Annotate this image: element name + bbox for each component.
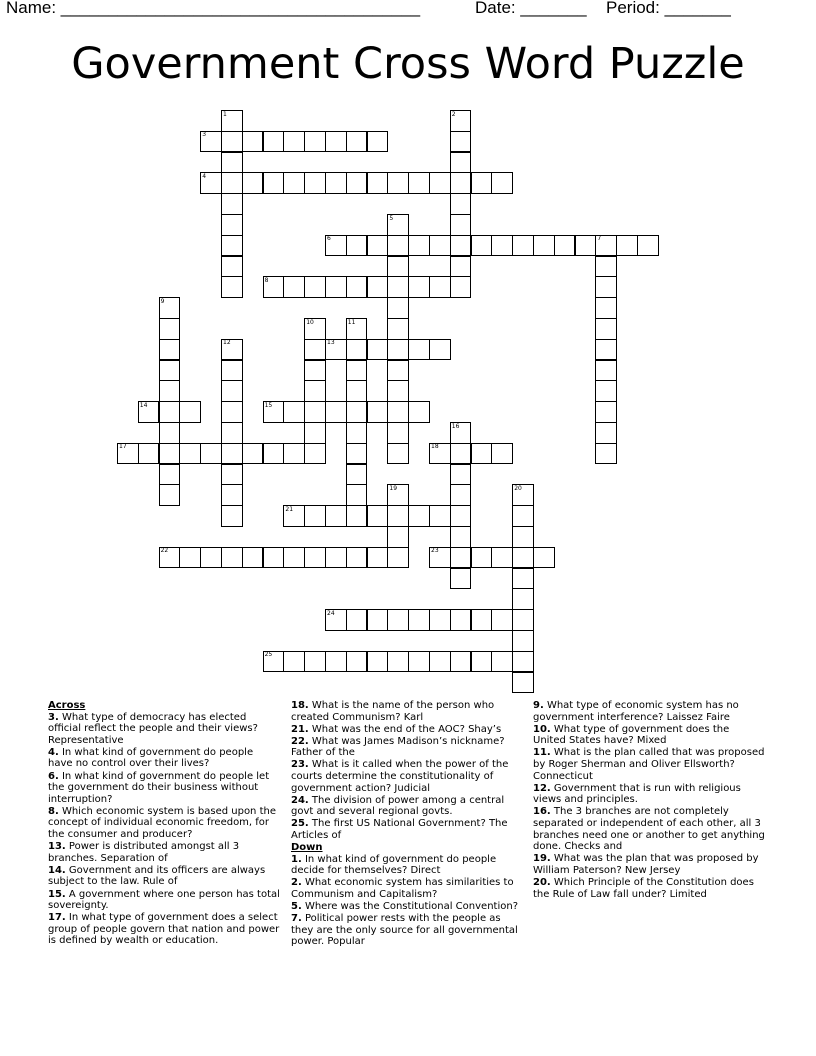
crossword-cell[interactable] [595, 401, 617, 423]
clue-number-label: 21 [285, 505, 294, 513]
clue-number-label: 16 [451, 422, 460, 430]
clue-text: The division of power among a central govt and several regional govts. [291, 794, 505, 818]
crossword-cell[interactable] [325, 131, 347, 153]
crossword-cell[interactable] [450, 464, 472, 486]
clue-column-3 [533, 700, 765, 901]
crossword-cell[interactable] [595, 256, 617, 278]
clue-item [291, 818, 523, 841]
clue-item [48, 889, 280, 912]
crossword-cell[interactable] [408, 651, 430, 673]
clue-text: What type of democracy has elected official reflect the people and their views? Representative [48, 711, 258, 746]
clue-item [48, 912, 280, 947]
clue-number-label: 10 [306, 318, 314, 326]
clue-item [291, 913, 523, 948]
clue-text: In what kind of government do people let the government do their business without interruption? [48, 770, 270, 805]
crossword-cell[interactable] [221, 172, 243, 194]
crossword-cell[interactable] [346, 172, 368, 194]
crossword-cell[interactable] [429, 651, 451, 673]
crossword-cell[interactable] [387, 235, 409, 257]
clue-item [48, 865, 280, 888]
crossword-cell[interactable] [450, 505, 472, 527]
crossword-cell[interactable] [387, 318, 409, 340]
clue-number: 6. [48, 770, 59, 782]
clue-item [291, 854, 523, 877]
clue-text: What was the end of the AOC? Shay’s [311, 723, 502, 735]
crossword-cell[interactable] [283, 547, 305, 569]
crossword-cell[interactable] [471, 172, 493, 194]
clue-number-label: 5 [389, 214, 394, 222]
clue-number-label: 9 [160, 297, 165, 305]
clue-text: Political power rests with the people as they are the only source for all governmental power. Popular [291, 913, 518, 948]
crossword-cell[interactable] [221, 443, 243, 465]
clue-number: 20. [533, 876, 551, 888]
clue-number: 25. [291, 818, 309, 830]
clue-text: What economic system has similarities to Communism and Capitalism? [291, 877, 514, 900]
clue-number-label: 12 [223, 339, 231, 347]
crossword-cell[interactable] [491, 172, 513, 194]
crossword-cell[interactable] [346, 401, 368, 423]
clue-number: 15. [48, 888, 66, 900]
date-field[interactable]: Date: _______ [475, 0, 587, 17]
crossword-cell[interactable] [346, 339, 368, 361]
crossword-cell[interactable] [408, 339, 430, 361]
crossword-cell[interactable] [263, 547, 285, 569]
crossword-cell[interactable] [179, 401, 201, 423]
crossword-cell[interactable] [304, 360, 326, 382]
clue-item [48, 712, 280, 747]
crossword-cell[interactable] [387, 526, 409, 548]
clue-text: What is the plan called that was proposed by Roger Sherman and Oliver Ellsworth? Connecticut [533, 747, 765, 782]
clue-number-label: 24 [327, 609, 335, 617]
clue-number: 16. [533, 806, 551, 818]
crossword-cell[interactable] [387, 505, 409, 527]
crossword-cell[interactable] [346, 464, 368, 486]
clue-item [48, 747, 280, 770]
across-heading: Across [48, 700, 86, 711]
clue-number-label: 3 [202, 131, 207, 139]
crossword-cell[interactable] [304, 505, 326, 527]
clue-number-label: 6 [327, 235, 331, 243]
crossword-cell[interactable] [512, 235, 534, 257]
clue-text: Government and its officers are always subject to the law. Rule of [48, 864, 266, 888]
crossword-cell[interactable] [346, 505, 368, 527]
crossword-cell[interactable] [138, 443, 160, 465]
crossword-cell[interactable] [221, 193, 243, 215]
crossword-cell[interactable] [491, 651, 513, 673]
crossword-cell[interactable] [159, 464, 181, 486]
crossword-cell[interactable] [471, 547, 493, 569]
crossword-cell[interactable] [387, 443, 409, 465]
clue-number: 12. [533, 782, 551, 794]
crossword-cell[interactable] [221, 484, 243, 506]
crossword-cell[interactable] [595, 339, 617, 361]
clue-number: 10. [533, 723, 551, 735]
down-clue-list-continued [533, 700, 765, 900]
crossword-cell[interactable] [221, 380, 243, 402]
crossword-cell[interactable] [200, 547, 222, 569]
crossword-cell[interactable] [387, 360, 409, 382]
clue-item [533, 783, 765, 806]
crossword-cell[interactable] [450, 172, 472, 194]
crossword-cell[interactable] [450, 235, 472, 257]
clue-item [48, 806, 280, 841]
crossword-cell[interactable] [346, 651, 368, 673]
clue-item [533, 877, 765, 900]
clue-text: In what kind of government do people have no control over their lives? [48, 746, 254, 770]
clue-number: 7. [291, 913, 302, 925]
crossword-cell[interactable] [450, 152, 472, 174]
crossword-cell[interactable] [283, 401, 305, 423]
crossword-cell[interactable] [367, 505, 389, 527]
crossword-cell[interactable] [346, 380, 368, 402]
clue-number-label: 11 [347, 318, 356, 326]
clue-number-label: 17 [119, 443, 127, 451]
crossword-cell[interactable] [367, 131, 389, 153]
crossword-cell[interactable] [429, 609, 451, 631]
crossword-cell[interactable] [304, 131, 326, 153]
crossword-cell[interactable] [387, 401, 409, 423]
crossword-cell[interactable] [408, 172, 430, 194]
crossword-cell[interactable] [159, 422, 181, 444]
crossword-cell[interactable] [512, 609, 534, 631]
crossword-cell[interactable] [283, 443, 305, 465]
clue-number: 13. [48, 841, 66, 853]
crossword-cell[interactable] [450, 484, 472, 506]
clue-item [291, 700, 523, 723]
clue-item [291, 724, 523, 736]
crossword-cell[interactable] [491, 547, 513, 569]
crossword-cell[interactable] [450, 193, 472, 215]
crossword-cell[interactable] [367, 172, 389, 194]
crossword-cell[interactable] [387, 609, 409, 631]
clue-number-label: 18 [431, 443, 439, 451]
clue-number: 21. [291, 723, 309, 735]
crossword-cell[interactable] [221, 547, 243, 569]
clue-number-label: 13 [327, 339, 335, 347]
crossword-cell[interactable] [450, 609, 472, 631]
clue-item [48, 771, 280, 806]
clue-number: 24. [291, 794, 309, 806]
crossword-cell[interactable] [304, 443, 326, 465]
crossword-cell[interactable] [346, 360, 368, 382]
crossword-cell[interactable] [408, 609, 430, 631]
crossword-cell[interactable] [450, 547, 472, 569]
crossword-cell[interactable] [367, 276, 389, 298]
crossword-cell[interactable] [304, 276, 326, 298]
across-clue-list-continued [291, 700, 523, 842]
crossword-cell[interactable] [221, 152, 243, 174]
crossword-cell[interactable] [533, 547, 555, 569]
student-info-header [0, 0, 816, 22]
clue-number-label: 4 [202, 172, 207, 180]
crossword-cell[interactable] [450, 256, 472, 278]
clue-number: 8. [48, 805, 59, 817]
crossword-cell[interactable] [408, 505, 430, 527]
crossword-cell[interactable] [491, 443, 513, 465]
crossword-cell[interactable] [346, 422, 368, 444]
crossword-cell[interactable] [512, 651, 534, 673]
crossword-cell[interactable] [242, 547, 264, 569]
clue-text: Which economic system is based upon the concept of individual economic freedom, for the consumer and producer? [48, 805, 276, 841]
crossword-cell[interactable] [367, 339, 389, 361]
clue-text: Government that is run with religious views and principles. [533, 782, 741, 806]
crossword-cell[interactable] [595, 360, 617, 382]
across-clue-list [48, 712, 280, 947]
crossword-cell[interactable] [159, 339, 181, 361]
clue-number: 18. [291, 700, 309, 711]
crossword-cell[interactable] [325, 651, 347, 673]
clue-item [533, 853, 765, 876]
crossword-cell[interactable] [429, 339, 451, 361]
clue-item [533, 747, 765, 782]
clue-number: 4. [48, 746, 59, 758]
clue-text: The 3 branches are not completely separated or independent of each other, all 3 branches need one or another to get anything done. Checks and [533, 806, 765, 853]
crossword-cell[interactable] [346, 443, 368, 465]
clue-item [533, 806, 765, 852]
crossword-cell[interactable] [471, 651, 493, 673]
crossword-cell[interactable] [387, 339, 409, 361]
crossword-cell[interactable] [325, 276, 347, 298]
crossword-cell[interactable] [429, 505, 451, 527]
clue-item [291, 736, 523, 759]
crossword-cell[interactable] [595, 318, 617, 340]
crossword-cell[interactable] [221, 235, 243, 257]
crossword-cell[interactable] [471, 443, 493, 465]
crossword-cell[interactable] [367, 651, 389, 673]
crossword-cell[interactable] [512, 568, 534, 590]
crossword-cell[interactable] [512, 630, 534, 652]
crossword-cell[interactable] [159, 380, 181, 402]
crossword-cell[interactable] [450, 131, 472, 153]
clue-text: In what kind of government do people decide for themselves? Direct [291, 853, 497, 877]
clue-item [291, 877, 523, 900]
clue-number: 2. [291, 877, 302, 889]
clue-number: 3. [48, 711, 59, 723]
crossword-cell[interactable] [221, 401, 243, 423]
down-clue-list [291, 854, 523, 948]
clue-number-label: 14 [139, 401, 148, 409]
clue-number: 5. [291, 901, 302, 913]
crossword-cell[interactable] [450, 651, 472, 673]
clue-number: 19. [533, 853, 551, 865]
crossword-cell[interactable] [450, 526, 472, 548]
crossword-cell[interactable] [242, 172, 264, 194]
clue-text: What was the plan that was proposed by William Paterson? New Jersey [533, 853, 759, 876]
crossword-cell[interactable] [242, 443, 264, 465]
crossword-cell[interactable] [159, 360, 181, 382]
clue-text: In what type of government does a select group of people govern that nation and power is defined by wealth or education. [48, 912, 280, 947]
clue-item [291, 795, 523, 818]
clue-number: 23. [291, 759, 309, 771]
crossword-cell[interactable] [387, 547, 409, 569]
crossword-cell[interactable] [283, 276, 305, 298]
crossword-cell[interactable] [346, 484, 368, 506]
clue-number-label: 2 [451, 110, 456, 118]
crossword-cell[interactable] [200, 443, 222, 465]
crossword-cell[interactable] [450, 443, 472, 465]
clue-text: Where was the Constitutional Convention? [304, 901, 518, 913]
clue-column-1 [48, 700, 280, 947]
crossword-cell[interactable] [346, 547, 368, 569]
crossword-cell[interactable] [283, 172, 305, 194]
clue-number-label: 20 [514, 484, 522, 492]
crossword-cell[interactable] [367, 401, 389, 423]
clue-column-2 [291, 700, 523, 948]
crossword-cell[interactable] [221, 256, 243, 278]
crossword-cell[interactable] [325, 547, 347, 569]
crossword-cell[interactable] [408, 235, 430, 257]
crossword-cell[interactable] [221, 505, 243, 527]
crossword-cell[interactable] [491, 609, 513, 631]
crossword-cell[interactable] [595, 380, 617, 402]
crossword-cell[interactable] [159, 401, 181, 423]
clue-number-label: 1 [223, 110, 227, 118]
clue-text: A government where one person has total sovereignty. [48, 888, 280, 912]
clue-number: 17. [48, 912, 66, 924]
crossword-cell[interactable] [512, 526, 534, 548]
crossword-cell[interactable] [367, 609, 389, 631]
crossword-cell[interactable] [283, 131, 305, 153]
crossword-cell[interactable] [575, 235, 597, 257]
crossword-cell[interactable] [367, 235, 389, 257]
clue-number: 9. [533, 700, 544, 711]
clue-number-label: 23 [431, 547, 439, 555]
crossword-cell[interactable] [179, 547, 201, 569]
crossword-cell[interactable] [263, 131, 285, 153]
crossword-cell[interactable] [346, 276, 368, 298]
crossword-cell[interactable] [595, 443, 617, 465]
down-heading: Down [291, 842, 323, 854]
crossword-cell[interactable] [304, 422, 326, 444]
crossword-cell[interactable] [283, 651, 305, 673]
crossword-cell[interactable] [491, 235, 513, 257]
crossword-cell[interactable] [304, 547, 326, 569]
crossword-cell[interactable] [450, 214, 472, 236]
clue-text: Which Principle of the Constitution does the Rule of Law fall under? Limited [533, 876, 754, 900]
crossword-cell[interactable] [263, 443, 285, 465]
crossword-cell[interactable] [471, 609, 493, 631]
crossword-cell[interactable] [387, 297, 409, 319]
crossword-cell[interactable] [325, 401, 347, 423]
crossword-cell[interactable] [387, 651, 409, 673]
crossword-cell[interactable] [450, 568, 472, 590]
crossword-cell[interactable] [533, 235, 555, 257]
crossword-cell[interactable] [512, 672, 534, 694]
clue-text: The first US National Government? The Articles of [291, 818, 508, 842]
crossword-cell[interactable] [263, 172, 285, 194]
crossword-cell[interactable] [387, 422, 409, 444]
crossword-cell[interactable] [429, 276, 451, 298]
clue-text: What is the name of the person who created Communism? Karl [291, 700, 495, 723]
crossword-cell[interactable] [429, 235, 451, 257]
clue-item [291, 901, 523, 913]
crossword-cell[interactable] [387, 380, 409, 402]
clue-number: 22. [291, 735, 309, 747]
crossword-cell[interactable] [637, 235, 659, 257]
clue-item [533, 724, 765, 747]
period-field[interactable]: Period: _______ [606, 0, 731, 17]
crossword-cell[interactable] [471, 235, 493, 257]
crossword-cell[interactable] [512, 547, 534, 569]
clue-number-label: 22 [160, 547, 169, 555]
crossword-cell[interactable] [554, 235, 576, 257]
clue-item [291, 759, 523, 794]
clue-item [48, 841, 280, 864]
clue-number-label: 15 [264, 401, 273, 409]
clue-text: What type of economic system has no government interference? Laissez Faire [533, 700, 739, 723]
clue-number-label: 8 [264, 276, 269, 284]
clue-text: What type of government does the United States have? Mixed [533, 723, 730, 747]
clue-item [533, 700, 765, 723]
crossword-cell[interactable] [304, 172, 326, 194]
crossword-cell[interactable] [387, 172, 409, 194]
clue-text: What was James Madison’s nickname? Father of the [291, 735, 505, 759]
crossword-cell[interactable] [221, 131, 243, 153]
crossword-cell[interactable] [179, 443, 201, 465]
crossword-cell[interactable] [512, 588, 534, 610]
crossword-cell[interactable] [429, 172, 451, 194]
crossword-cell[interactable] [512, 505, 534, 527]
crossword-cell[interactable] [221, 464, 243, 486]
crossword-cell[interactable] [159, 443, 181, 465]
crossword-cell[interactable] [408, 401, 430, 423]
crossword-cell[interactable] [304, 651, 326, 673]
crossword-cell[interactable] [304, 380, 326, 402]
crossword-cell[interactable] [387, 276, 409, 298]
crossword-cell[interactable] [242, 131, 264, 153]
crossword-cell[interactable] [221, 276, 243, 298]
crossword-cell[interactable] [159, 484, 181, 506]
crossword-cell[interactable] [595, 422, 617, 444]
clue-text: What is it called when the power of the courts determine the constitutionality of government action? Judicial [291, 759, 509, 794]
name-field[interactable]: Name: ______________________________________ [6, 0, 421, 17]
clue-number-label: 25 [264, 651, 273, 659]
clue-number: 14. [48, 864, 66, 876]
crossword-cell[interactable] [346, 131, 368, 153]
crossword-cell[interactable] [221, 360, 243, 382]
crossword-cell[interactable] [595, 276, 617, 298]
crossword-cell[interactable] [346, 235, 368, 257]
clue-text: Power is distributed amongst all 3 branches. Separation of [48, 841, 240, 864]
crossword-cell[interactable] [159, 318, 181, 340]
crossword-cell[interactable] [325, 505, 347, 527]
clue-number-label: 19 [389, 484, 398, 492]
crossword-cell[interactable] [304, 401, 326, 423]
clue-number: 1. [291, 853, 302, 865]
clue-number: 11. [533, 747, 551, 759]
crossword-cell[interactable] [325, 172, 347, 194]
crossword-cell[interactable] [221, 422, 243, 444]
crossword-cell[interactable] [595, 297, 617, 319]
clue-number-label: 7 [597, 235, 602, 243]
crossword-cell[interactable] [367, 547, 389, 569]
crossword-cell[interactable] [616, 235, 638, 257]
crossword-cell[interactable] [221, 214, 243, 236]
crossword-cell[interactable] [450, 276, 472, 298]
crossword-cell[interactable] [408, 276, 430, 298]
crossword-cell[interactable] [346, 609, 368, 631]
crossword-cell[interactable] [304, 339, 326, 361]
page-title: Government Cross Word Puzzle [71, 39, 745, 89]
crossword-cell[interactable] [387, 256, 409, 278]
